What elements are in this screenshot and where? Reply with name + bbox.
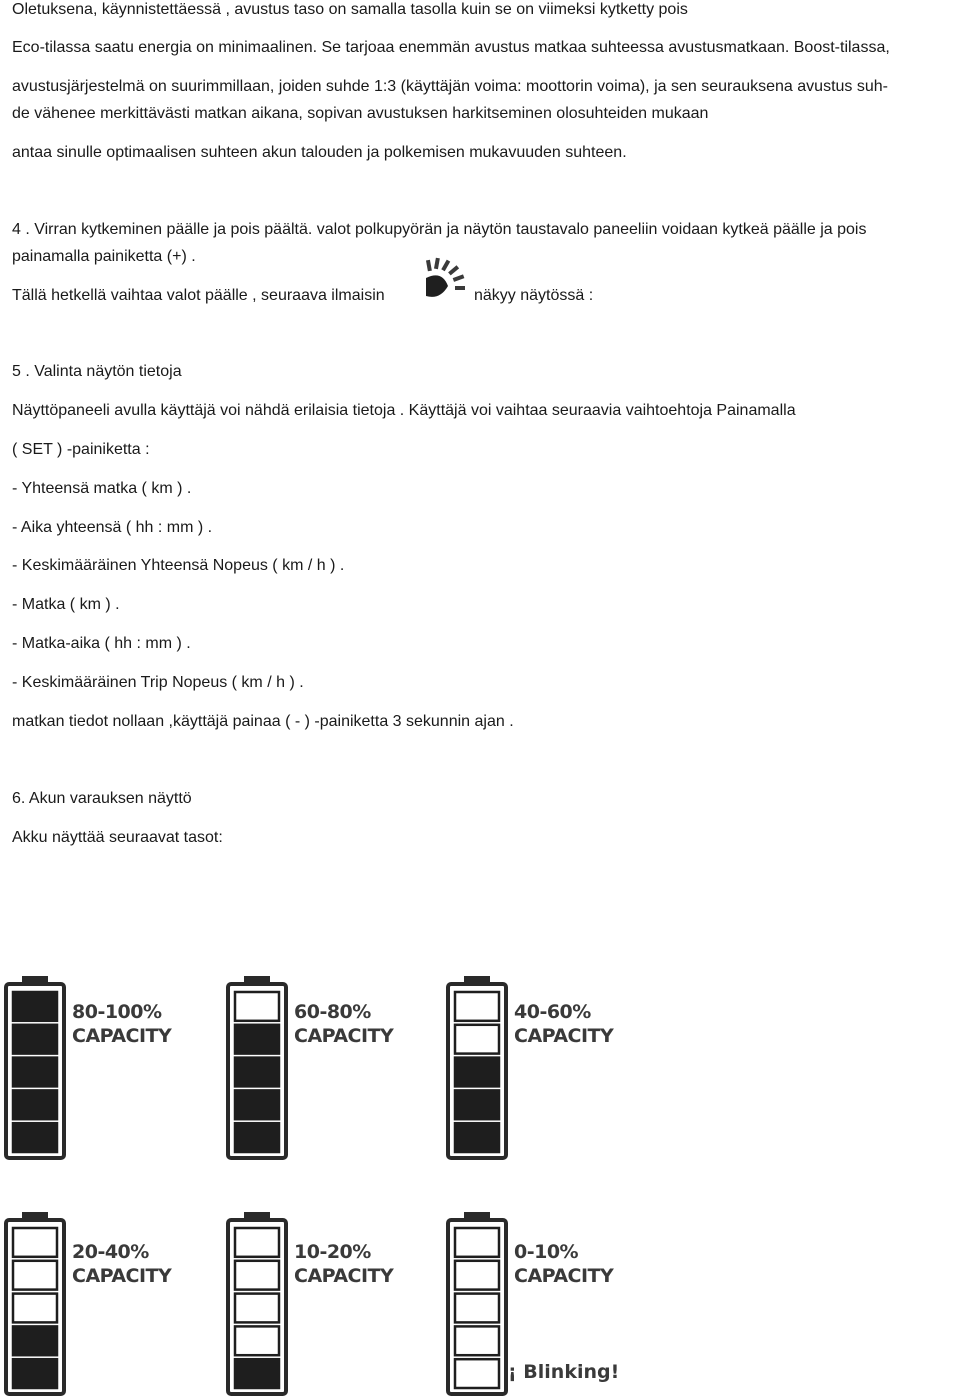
section-5-line-2: ( SET ) -painiketta :	[12, 441, 150, 458]
battery-segment-filled	[455, 1123, 499, 1152]
battery-40-60-capacity: CAPACITY	[514, 1025, 614, 1047]
blinking-label: ¡ Blinking!	[508, 1361, 620, 1383]
battery-40-60-icon	[446, 976, 508, 1160]
section-4-indicator-text-end: näkyy näytössä :	[474, 287, 594, 304]
battery-segment-filled	[13, 1058, 57, 1087]
battery-segment-empty	[235, 1228, 279, 1257]
intro-line-2: Eco-tilassa saatu energia on minimaalinen. Se tarjoaa enemmän avustus matkaa suhteessa avustusmatkaan. Boost-tilassa,	[12, 39, 890, 56]
battery-10-20-range: 10-20%	[294, 1241, 371, 1263]
battery-60-80-icon	[226, 976, 288, 1160]
battery-0-10-icon	[446, 1212, 508, 1396]
battery-segment-filled	[13, 1326, 57, 1355]
battery-segment-filled	[235, 1090, 279, 1119]
battery-segment-empty	[455, 1294, 499, 1323]
light-indicator-icon	[424, 256, 470, 300]
option-trip-distance: - Matka ( km ) .	[12, 596, 120, 613]
intro-line-3: avustusjärjestelmä on suurimmillaan, joiden suhde 1:3 (käyttäjän voima: moottorin voima), ja sen seurauksena avustus suh-	[12, 78, 888, 95]
battery-10-20-capacity: CAPACITY	[294, 1265, 394, 1287]
battery-svg	[4, 976, 66, 1160]
intro-line-4: de vähenee merkittävästi matkan aikana, sopivan avustuksen harkitseminen olosuhteiden mukaan	[12, 105, 709, 122]
reset-instruction: matkan tiedot nollaan ,käyttäjä painaa ( - ) -painiketta 3 sekunnin ajan .	[12, 713, 514, 730]
battery-segment-empty	[455, 1326, 499, 1355]
battery-segment-empty	[13, 1294, 57, 1323]
battery-segment-filled	[235, 1025, 279, 1054]
option-total-time: - Aika yhteensä ( hh : mm ) .	[12, 519, 213, 536]
battery-segment-filled	[455, 1058, 499, 1087]
battery-80-100-range: 80-100%	[72, 1001, 162, 1023]
battery-20-40-capacity: CAPACITY	[72, 1265, 172, 1287]
battery-svg	[446, 976, 508, 1160]
battery-segment-empty	[13, 1228, 57, 1257]
battery-segment-empty	[235, 1326, 279, 1355]
battery-segment-filled	[13, 992, 57, 1021]
battery-svg	[4, 1212, 66, 1396]
section-5-heading: 5 . Valinta näytön tietoja	[12, 363, 182, 380]
section-6-heading: 6. Akun varauksen näyttö	[12, 790, 192, 807]
battery-svg	[446, 1212, 508, 1396]
battery-segment-filled	[235, 1359, 279, 1388]
battery-60-80-range: 60-80%	[294, 1001, 371, 1023]
option-avg-trip-speed: - Keskimääräinen Trip Nopeus ( km / h ) .	[12, 674, 304, 691]
intro-line-5: antaa sinulle optimaalisen suhteen akun talouden ja polkemisen mukavuuden suhteen.	[12, 144, 627, 161]
option-trip-time: - Matka-aika ( hh : mm ) .	[12, 635, 191, 652]
section-4-indicator-text: Tällä hetkellä vaihtaa valot päälle , seuraava ilmaisin	[12, 287, 385, 304]
section-5-line-1: Näyttöpaneeli avulla käyttäjä voi nähdä erilaisia tietoja . Käyttäjä voi vaihtaa seuraavia vaihtoehtoja Painamalla	[12, 402, 796, 419]
battery-10-20-icon	[226, 1212, 288, 1396]
battery-20-40-icon	[4, 1212, 66, 1396]
battery-segment-empty	[235, 992, 279, 1021]
battery-segment-empty	[235, 1294, 279, 1323]
battery-segment-empty	[235, 1261, 279, 1290]
battery-segment-filled	[235, 1123, 279, 1152]
battery-80-100-capacity: CAPACITY	[72, 1025, 172, 1047]
option-total-distance: - Yhteensä matka ( km ) .	[12, 480, 192, 497]
battery-40-60-range: 40-60%	[514, 1001, 591, 1023]
battery-svg	[226, 1212, 288, 1396]
section-4-heading: 4 . Virran kytkeminen päälle ja pois päältä. valot polkupyörän ja näytön taustavalo paneeliin voidaan kytkeä päälle ja pois	[12, 221, 867, 238]
battery-segment-empty	[455, 1359, 499, 1388]
option-avg-total-speed: - Keskimääräinen Yhteensä Nopeus ( km / h ) .	[12, 557, 345, 574]
battery-segment-filled	[13, 1359, 57, 1388]
battery-segment-empty	[13, 1261, 57, 1290]
section-6-line-1: Akku näyttää seuraavat tasot:	[12, 829, 223, 846]
battery-segment-empty	[455, 1261, 499, 1290]
intro-line-1: Oletuksena, käynnistettäessä , avustus taso on samalla tasolla kuin se on viimeksi kytketty pois	[12, 1, 688, 18]
battery-80-100-icon	[4, 976, 66, 1160]
battery-segment-empty	[455, 1228, 499, 1257]
battery-segment-filled	[13, 1025, 57, 1054]
battery-segment-filled	[455, 1090, 499, 1119]
battery-0-10-range: 0-10%	[514, 1241, 579, 1263]
section-4-line-2: painamalla painiketta (+) .	[12, 248, 196, 265]
battery-0-10-capacity: CAPACITY	[514, 1265, 614, 1287]
battery-svg	[226, 976, 288, 1160]
battery-segment-filled	[13, 1123, 57, 1152]
battery-segment-filled	[235, 1058, 279, 1087]
battery-60-80-capacity: CAPACITY	[294, 1025, 394, 1047]
battery-segment-empty	[455, 992, 499, 1021]
battery-segment-filled	[13, 1090, 57, 1119]
battery-20-40-range: 20-40%	[72, 1241, 149, 1263]
battery-segment-empty	[455, 1025, 499, 1054]
